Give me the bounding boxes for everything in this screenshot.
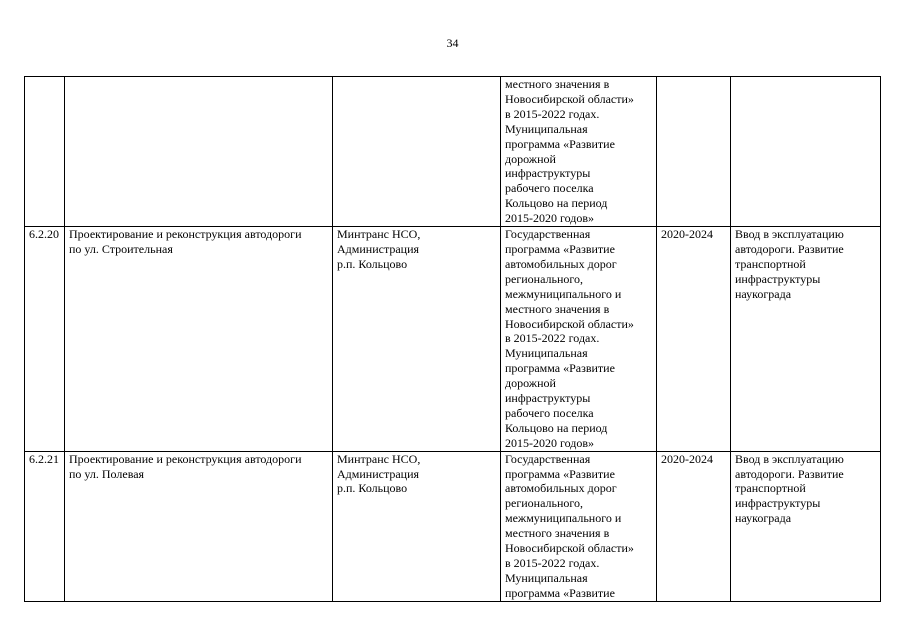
program-line: межмуниципального и [505,511,622,526]
program-line: в 2015-2022 годах. [505,556,600,570]
executor-line: р.п. Кольцово [337,256,408,271]
program-line: Муниципальная [505,121,588,136]
program-line: Кольцово на период [505,420,608,435]
cell-number: 6.2.21 [25,451,65,601]
cell-period: 2020-2024 [657,451,731,601]
cell-period [657,77,731,227]
program-line: Муниципальная [505,570,588,585]
program-line: в 2015-2022 годах. [505,331,600,346]
cell-executor [333,227,501,452]
cell-number: 6.2.20 [25,227,65,452]
program-line: Новосибирской области» [505,316,634,331]
executor-line: Администрация [337,241,420,256]
measure-name-line: Проектирование и реконструкция автодороги [69,227,302,242]
program-line: инфраструктуры [505,166,591,181]
cell-program [501,451,657,601]
result-line: Ввод в эксплуатацию [735,227,844,242]
program-line: автомобильных дорог [505,256,617,271]
cell-result [731,227,881,452]
measure-name-line: Проектирование и реконструкция автодороги [69,451,302,466]
cell-result [731,451,881,601]
program-line: рабочего поселка [505,181,594,196]
executor-line: Минтранс НСО, [337,451,421,466]
program-line: местного значения в [505,526,610,541]
program-line: регионального, [505,496,584,511]
executor-line: р.п. Кольцово [337,481,408,496]
program-line: Государственная [505,451,591,466]
program-line: Новосибирской области» [505,91,634,106]
program-line: Государственная [505,227,591,242]
result-line: Ввод в эксплуатацию [735,451,844,466]
cell-executor [333,451,501,601]
program-line: местного значения в [505,301,610,316]
measure-name-line: по ул. Строительная [69,241,173,256]
cell-measure-name [65,451,333,601]
cell-measure-name [65,77,333,227]
program-line: регионального, [505,271,584,286]
result-line: автодороги. Развитие [735,241,844,256]
table-row [25,451,881,601]
table-row-continuation [25,77,881,227]
result-line: наукограда [735,511,792,526]
program-line: Новосибирской области» [505,541,634,556]
executor-line: Администрация [337,466,420,481]
program-line: 2015-2020 годов» [505,211,595,226]
cell-number [25,77,65,227]
result-line: инфраструктуры [735,271,821,286]
program-line: автомобильных дорог [505,481,617,496]
cell-executor [333,77,501,227]
result-line: транспортной [735,481,806,496]
program-line: инфраструктуры [505,391,591,406]
cell-measure-name [65,227,333,452]
executor-line: Минтранс НСО, [337,227,421,242]
cell-result [731,77,881,227]
result-line: автодороги. Развитие [735,466,844,481]
page-number: 34 [446,36,459,50]
result-line: транспортной [735,256,806,271]
table-row [25,227,881,452]
program-line: программа «Развитие [505,361,615,376]
measures-table [24,76,881,602]
program-line: местного значения в [505,77,610,91]
program-line: программа «Развитие [505,585,615,600]
program-line: Муниципальная [505,346,588,361]
cell-program [501,227,657,452]
cell-program [501,77,657,227]
measure-name-line: по ул. Полевая [69,466,145,481]
program-line: дорожной [505,376,556,391]
result-line: наукограда [735,286,792,301]
program-line: программа «Развитие [505,241,615,256]
result-line: инфраструктуры [735,496,821,511]
program-line: Кольцово на период [505,196,608,211]
cell-period: 2020-2024 [657,227,731,452]
program-line: программа «Развитие [505,466,615,481]
program-line: межмуниципального и [505,286,622,301]
program-line: 2015-2020 годов» [505,435,595,450]
program-line: в 2015-2022 годах. [505,106,600,121]
program-line: дорожной [505,151,556,166]
program-line: программа «Развитие [505,136,615,151]
program-line: рабочего поселка [505,405,594,420]
